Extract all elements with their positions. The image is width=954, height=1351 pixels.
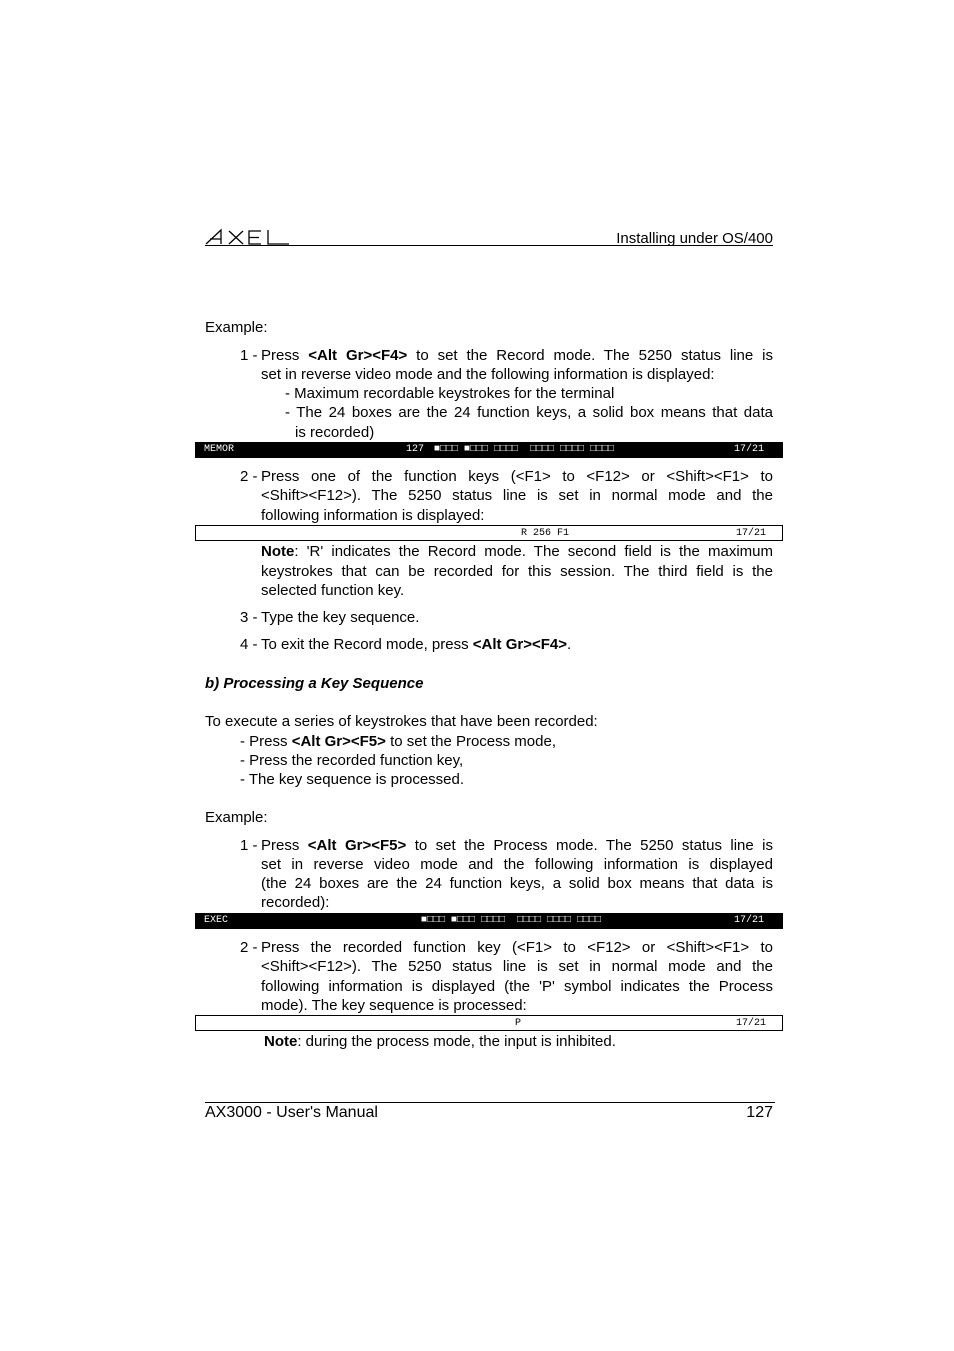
step-number: 2 - <box>240 939 258 956</box>
note-label: Note <box>264 1033 298 1050</box>
step-text: <Shift><F12>). The 5250 status line is set in normal mode and the <box>261 487 773 504</box>
example-label: Example: <box>205 809 268 826</box>
status-mode: EXEC <box>204 915 229 926</box>
step-number: 1 - <box>240 837 258 854</box>
status-position: 17/21 <box>736 528 767 539</box>
key-combo: <Alt Gr><F4> <box>472 636 567 653</box>
step-text: following information is displayed: <box>261 507 485 524</box>
step-text: Press one of the function keys (<F1> to <F12> or <Shift><F1> to <box>261 468 773 485</box>
step-number: 4 - <box>240 636 258 653</box>
function-key-boxes: ■□□□ ■□□□ □□□□ □□□□ □□□□ □□□□ <box>421 915 602 926</box>
step-text: following information is displayed (the 'P' symbol indicates the Process <box>261 978 773 995</box>
key-combo: <Alt Gr><F5> <box>291 733 386 750</box>
footer-title: AX3000 - User's Manual <box>205 1104 378 1121</box>
step-text: recorded): <box>261 894 330 911</box>
note: Note: 'R' indicates the Record mode. The second field is the maximum <box>261 543 773 560</box>
example-label: Example: <box>205 319 268 336</box>
step-text: Press <Alt Gr><F5> to set the Process mode. The 5250 status line is <box>261 837 773 854</box>
key-combo: <Alt Gr><F5> <box>307 837 407 854</box>
step-text: (the 24 boxes are the 24 function keys, a solid box means that data is <box>261 875 773 892</box>
status-fields: R 256 F1 <box>521 528 570 539</box>
status-position: 17/21 <box>734 915 765 926</box>
bullet-item: - Maximum recordable keystrokes for the terminal <box>285 385 615 402</box>
step-text: To exit the Record mode, press <Alt Gr><F4>. <box>261 636 572 653</box>
status-fields: P <box>515 1018 522 1029</box>
step-text: Type the key sequence. <box>261 609 420 626</box>
status-line-process-reverse <box>195 913 783 929</box>
status-line-record-reverse <box>195 442 783 458</box>
step-text: mode). The key sequence is processed: <box>261 997 527 1014</box>
note-text: keystrokes that can be recorded for this session. The third field is the <box>261 563 773 580</box>
status-line-record-normal <box>195 525 783 541</box>
step-text: Press <Alt Gr><F4> to set the Record mode. The 5250 status line is <box>261 347 773 364</box>
step-text: <Shift><F12>). The 5250 status line is set in normal mode and the <box>261 958 773 975</box>
bullet-item: - The key sequence is processed. <box>240 771 465 788</box>
bullet-item-continued: is recorded) <box>295 424 375 441</box>
header-title: Installing under OS/400 <box>616 230 773 247</box>
step-number: 1 - <box>240 347 258 364</box>
intro-text: To execute a series of keystrokes that have been recorded: <box>205 713 598 730</box>
status-count: 127 <box>406 444 425 455</box>
axel-logo <box>205 228 295 246</box>
step-text: set in reverse video mode and the following information is displayed <box>261 856 773 873</box>
note-text: selected function key. <box>261 582 405 599</box>
page-number: 127 <box>746 1104 773 1121</box>
status-mode: MEMOR <box>204 444 235 455</box>
step-number: 3 - <box>240 609 258 626</box>
bullet-item: - Press <Alt Gr><F5> to set the Process mode, <box>240 733 556 750</box>
step-text: set in reverse video mode and the following information is displayed: <box>261 366 715 383</box>
step-text: Press the recorded function key (<F1> to <F12> or <Shift><F1> to <box>261 939 773 956</box>
step-number: 2 - <box>240 468 258 485</box>
function-key-boxes: ■□□□ ■□□□ □□□□ □□□□ □□□□ □□□□ <box>434 444 615 455</box>
section-heading: b) Processing a Key Sequence <box>205 675 424 692</box>
header-rule <box>205 245 773 246</box>
bullet-item: - Press the recorded function key, <box>240 752 464 769</box>
note: Note: during the process mode, the input is inhibited. <box>264 1033 616 1050</box>
status-line-process-normal <box>195 1015 783 1031</box>
status-position: 17/21 <box>736 1018 767 1029</box>
bullet-item: - The 24 boxes are the 24 function keys, a solid box means that data <box>285 404 773 421</box>
note-label: Note <box>261 543 295 560</box>
status-position: 17/21 <box>734 444 765 455</box>
key-combo: <Alt Gr><F4> <box>308 347 408 364</box>
